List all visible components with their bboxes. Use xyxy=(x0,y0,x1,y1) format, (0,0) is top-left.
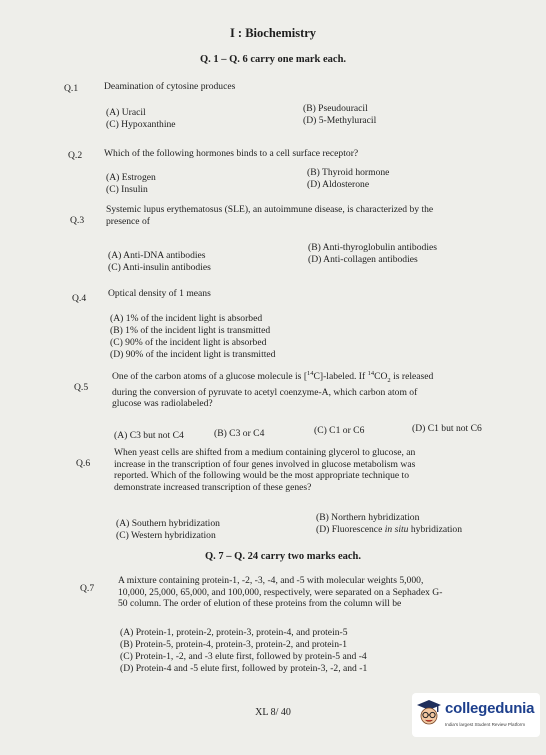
option-c: (C) Protein-1, -2, and -3 elute first, followed by protein-5 and -4 xyxy=(120,651,367,662)
question-stem: Systemic lupus erythematosus (SLE), an autoimmune disease, is characterized by the presence of xyxy=(106,204,434,227)
option-b: (B) 1% of the incident light is transmitted xyxy=(110,325,271,336)
option-c: (C) Anti-insulin antibodies xyxy=(108,262,211,273)
question-number: Q.2 xyxy=(68,150,83,161)
student-mascot-icon xyxy=(416,699,442,727)
option-c: (C) Insulin xyxy=(106,184,148,195)
question-number: Q.5 xyxy=(74,382,89,393)
option-b: (B) Protein-5, protein-4, protein-3, protein-2, and protein-1 xyxy=(120,639,347,650)
question-number: Q.6 xyxy=(76,458,91,469)
option-b: (B) Pseudouracil xyxy=(303,103,368,114)
option-a: (A) C3 but not C4 xyxy=(114,430,184,441)
option-d: (D) Fluorescence in situ hybridization xyxy=(316,524,463,535)
option-d: (D) 5-Methyluracil xyxy=(303,115,377,126)
option-a: (A) Estrogen xyxy=(106,172,156,183)
option-d: (D) C1 but not C6 xyxy=(412,423,482,434)
option-a: (A) 1% of the incident light is absorbed xyxy=(110,313,263,324)
question-number: Q.1 xyxy=(64,83,79,94)
question-number: Q.3 xyxy=(70,215,85,226)
option-a: (A) Anti-DNA antibodies xyxy=(108,250,206,261)
page-label: XL 8/ 40 xyxy=(255,707,291,718)
option-c: (C) C1 or C6 xyxy=(314,425,365,436)
question-number: Q.7 xyxy=(80,583,95,594)
question-stem: Which of the following hormones binds to a cell surface receptor? xyxy=(104,148,359,159)
option-a: (A) Uracil xyxy=(106,107,146,118)
logo-tagline: India's largest Student Review Platform xyxy=(445,722,526,727)
option-d: (D) Protein-4 and -5 elute first, followed by protein-3, -2, and -1 xyxy=(120,663,368,674)
option-c: (C) Western hybridization xyxy=(116,530,216,541)
option-a: (A) Protein-1, protein-2, protein-3, protein-4, and protein-5 xyxy=(120,627,348,638)
option-d: (D) Anti-collagen antibodies xyxy=(308,254,418,265)
logo-brand: collegedunia xyxy=(445,700,535,717)
option-d: (D) 90% of the incident light is transmitted xyxy=(110,349,276,360)
question-stem: A mixture containing protein-1, -2, -3, -4, and -5 with molecular weights 5,000, 10,000, 25,000, 65,000, and 100,000, respectively, were separated on a Sephadex G- 50 column. The order of elution of these proteins from the column will be xyxy=(118,575,443,609)
option-b: (B) Northern hybridization xyxy=(316,512,420,523)
question-number: Q.4 xyxy=(72,293,87,304)
option-c: (C) Hypoxanthine xyxy=(106,119,176,130)
part1-instruction: Q. 1 – Q. 6 carry one mark each. xyxy=(199,54,347,65)
question-stem: One of the carbon atoms of a glucose molecule is [$^{14}$C]-labeled. If $^{14}CO_2$ is released during the conversion of pyruvate to acetyl coenzyme-A, which carbon atom of glucose was radiolabeled? xyxy=(112,370,434,410)
section-title: I : Biochemistry xyxy=(229,26,317,40)
option-d: (D) Aldosterone xyxy=(307,179,370,190)
question-stem: Optical density of 1 means xyxy=(108,288,211,299)
option-c: (C) 90% of the incident light is absorbed xyxy=(110,337,267,348)
part2-instruction: Q. 7 – Q. 24 carry two marks each. xyxy=(204,551,361,562)
option-b: (B) Anti-thyroglobulin antibodies xyxy=(308,242,437,253)
option-b: (B) Thyroid hormone xyxy=(307,167,390,178)
option-b: (B) C3 or C4 xyxy=(214,428,265,439)
question-stem: When yeast cells are shifted from a medium containing glycerol to glucose, an increase in the transcription of four genes involved in glucose metabolism was reported. Which of the following would be the most appropriate technique to demonstrate increased transcription of these genes? xyxy=(114,447,416,493)
collegedunia-logo[interactable] xyxy=(412,693,540,737)
option-a: (A) Southern hybridization xyxy=(116,518,220,529)
question-stem: Deamination of cytosine produces xyxy=(104,81,236,92)
